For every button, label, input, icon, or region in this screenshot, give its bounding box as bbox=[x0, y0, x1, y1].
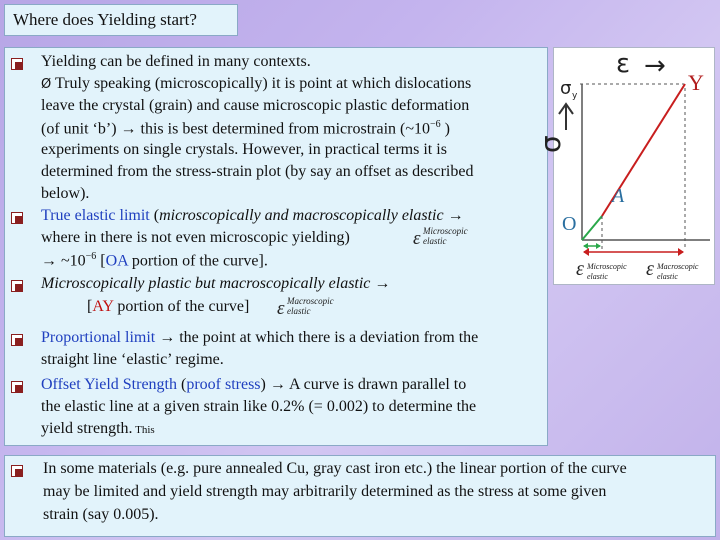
bullet-icon bbox=[11, 334, 23, 346]
slide-title-text: Where does Yielding start? bbox=[13, 10, 197, 29]
sub-bullet-line-3: (of unit ‘b’) → this is best determined from microstrain ($\sim 10^{-6}$ ) bbox=[41, 119, 450, 138]
point-y-label: Y bbox=[688, 70, 704, 95]
stress-strain-diagram bbox=[534, 48, 714, 284]
sub-bullet-line-2: leave the crystal (grain) and cause microscopic plastic deformation bbox=[41, 97, 470, 114]
bullet-2-line-3: → $\sim 10^{-6}$ [OA portion of the curve]. bbox=[41, 251, 268, 270]
bottom-note-line-3: strain (say 0.005). bbox=[43, 506, 159, 523]
bullet-5-line-1: Offset Yield Strength (proof stress) → A curve is drawn parallel to bbox=[41, 376, 467, 393]
bullet-3-line-2: [AY portion of the curve] bbox=[87, 298, 250, 315]
stress-axis-label: σ bbox=[534, 135, 567, 153]
sub-bullet-line-5: determined from the stress-strain plot (by say an offset as described bbox=[41, 163, 474, 180]
stress-strain-figure bbox=[534, 47, 715, 285]
epsilon-macro-sup: Macroscopic bbox=[657, 262, 699, 271]
epsilon-macro-sub: elastic bbox=[657, 272, 678, 281]
yield-stress-label: σ bbox=[560, 78, 572, 99]
epsilon-macro-symbol: ε bbox=[646, 258, 654, 280]
arrow-bullet-icon: Ø bbox=[41, 77, 52, 92]
strain-axis-label: ε bbox=[616, 49, 631, 79]
slide-title bbox=[4, 4, 238, 36]
point-a-label: A bbox=[612, 185, 625, 207]
strain-arrow-icon: → bbox=[644, 51, 666, 81]
epsilon-microscopic-elastic-label: ε Microscopic elastic bbox=[413, 226, 468, 249]
bullet-icon bbox=[11, 465, 23, 477]
bottom-note-line-1: In some materials (e.g. pure annealed Cu, gray cast iron etc.) the linear portion of the curve bbox=[43, 460, 627, 477]
epsilon-micro-symbol: ε bbox=[576, 258, 584, 280]
bullet-2-line-1: True elastic limit (microscopically and macroscopically elastic → bbox=[41, 207, 464, 224]
yield-stress-subscript: y bbox=[572, 91, 578, 101]
bullet-3-line-1: Microscopically plastic but macroscopically elastic → bbox=[41, 275, 391, 292]
bullet-5-line-3: yield strength. This bbox=[41, 420, 155, 437]
bullet-5-line-2: the elastic line at a given strain like 0.2% (= 0.002) to determine the bbox=[41, 398, 477, 415]
bullet-4-line-1: Proportional limit → the point at which there is a deviation from the bbox=[41, 329, 479, 346]
epsilon-micro-sup: Microscopic bbox=[587, 262, 627, 271]
bullet-icon bbox=[11, 212, 23, 224]
bullet-4-line-2: straight line ‘elastic’ regime. bbox=[41, 351, 224, 368]
sub-bullet-line-1: Ø Truly speaking (microscopically) it is point at which dislocations bbox=[41, 75, 472, 92]
epsilon-micro-sub: elastic bbox=[587, 272, 608, 281]
point-o-label: O bbox=[562, 213, 577, 235]
bottom-note-line-2: may be limited and yield strength may arbitrarily determined as the stress at some given bbox=[43, 483, 607, 500]
arrowhead-icon bbox=[583, 243, 588, 249]
arrowhead-icon bbox=[596, 243, 601, 249]
sub-bullet-line-4: experiments on single crystals. However, in practical terms it is bbox=[41, 141, 447, 158]
bullet-icon bbox=[11, 381, 23, 393]
arrowhead-icon bbox=[678, 248, 684, 256]
proportional-limit-term: Proportional limit bbox=[41, 329, 156, 346]
bottom-note-panel bbox=[4, 455, 716, 537]
bullet-2-line-2: where in there is not even microscopic yielding) bbox=[41, 229, 350, 246]
offset-yield-strength-term: Offset Yield Strength bbox=[41, 376, 177, 393]
proof-stress-term: proof stress bbox=[186, 376, 261, 393]
bullet-1-line-1: Yielding can be defined in many contexts. bbox=[41, 53, 311, 70]
bullet-icon bbox=[11, 280, 23, 292]
true-elastic-limit-term: True elastic limit bbox=[41, 207, 150, 224]
arrowhead-icon bbox=[583, 248, 589, 256]
bullet-icon bbox=[11, 58, 23, 70]
epsilon-macroscopic-elastic-label: ε Macroscopic elastic bbox=[277, 296, 334, 319]
sub-bullet-line-6: below). bbox=[41, 185, 90, 202]
oa-elastic-segment bbox=[582, 216, 602, 240]
main-text-panel bbox=[4, 47, 548, 446]
